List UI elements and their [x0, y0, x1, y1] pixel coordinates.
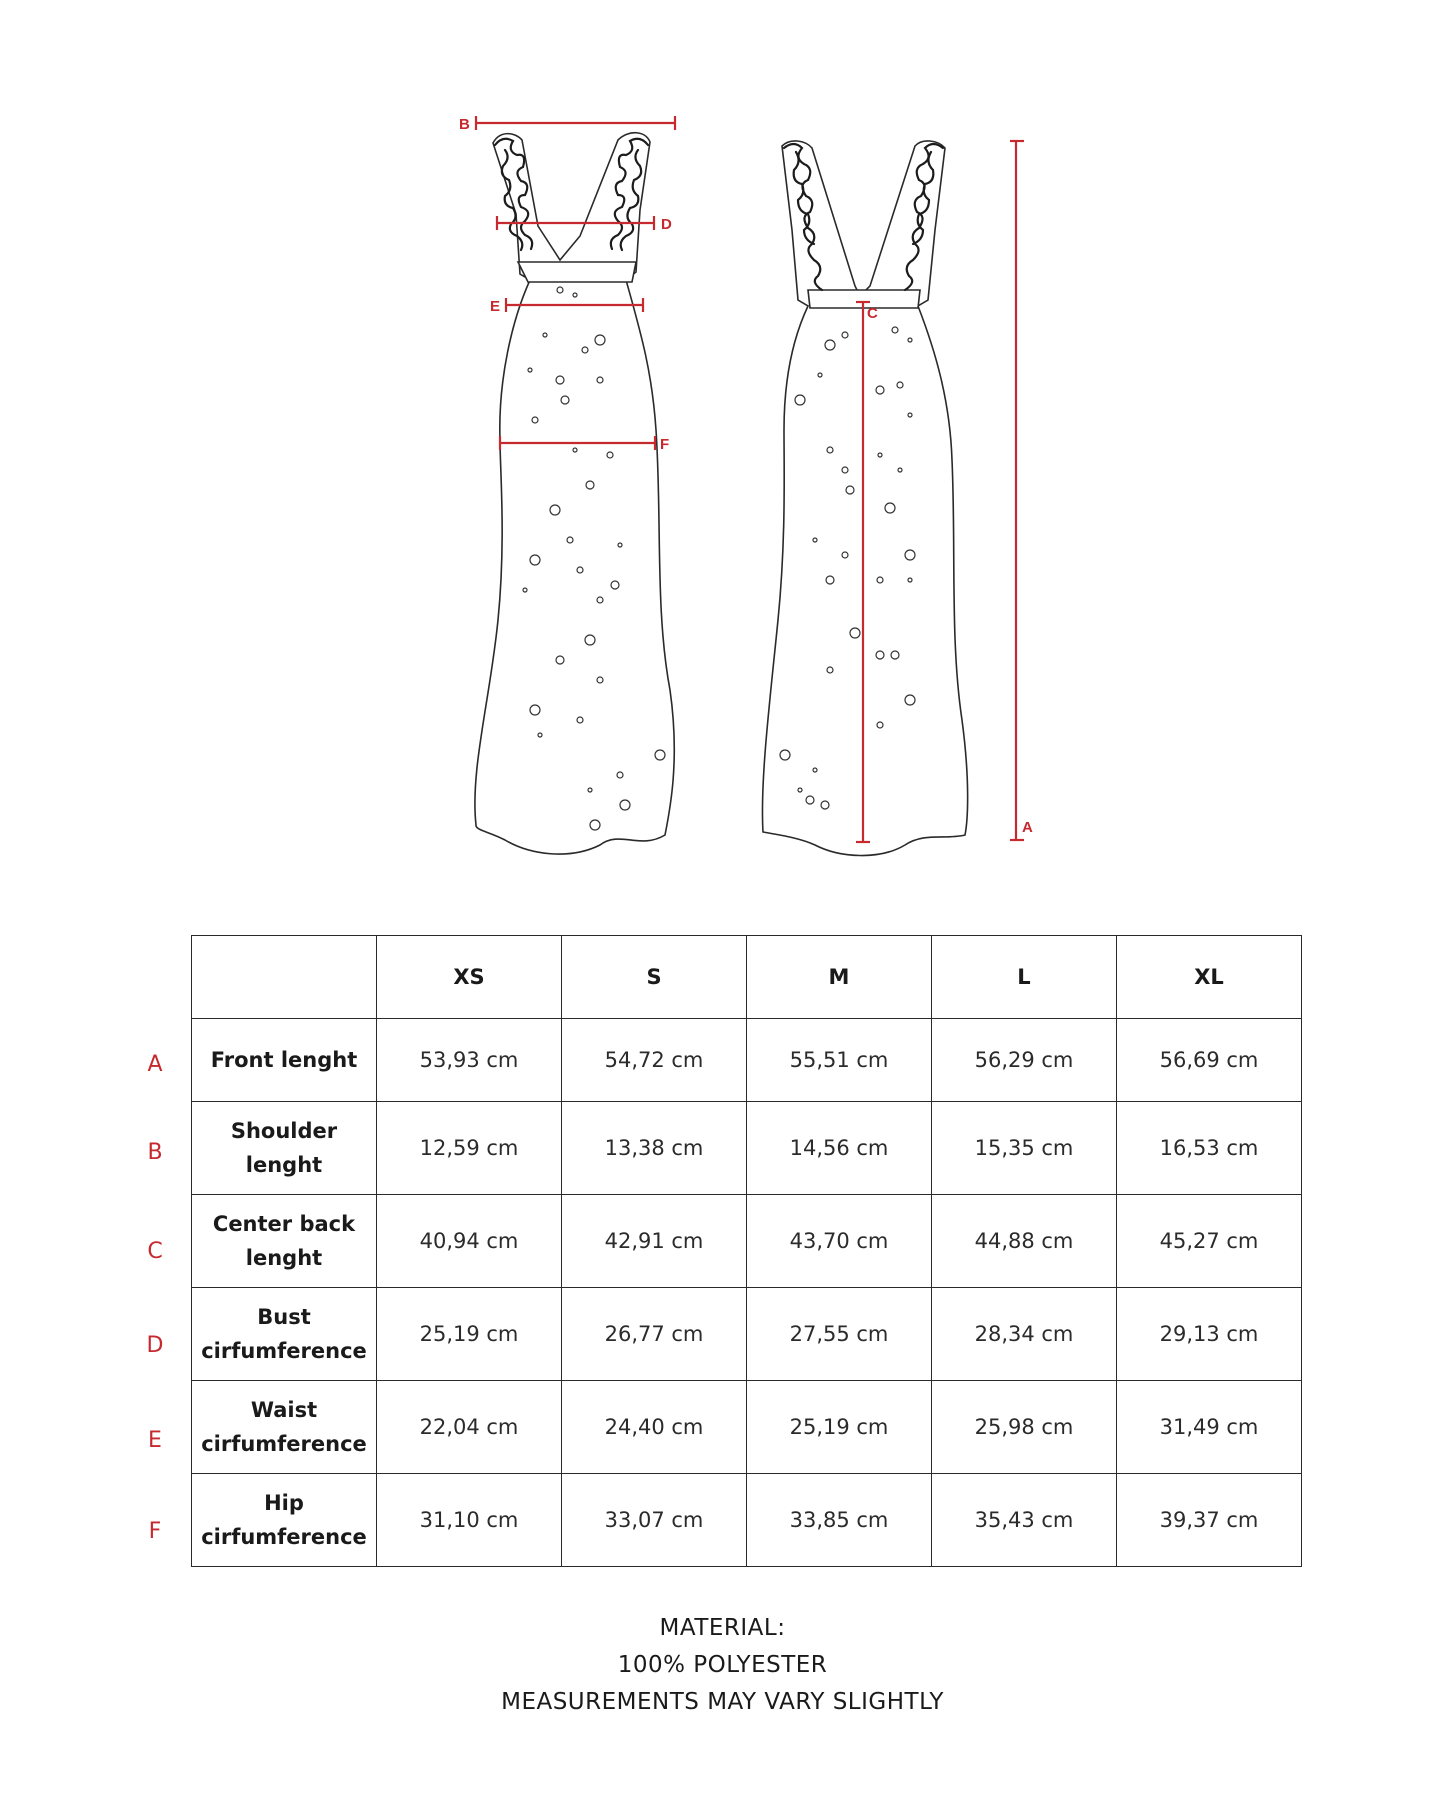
table-cell: 45,27 cm	[1117, 1195, 1302, 1288]
table-cell: 14,56 cm	[747, 1102, 932, 1195]
dress-front-view	[475, 133, 674, 854]
row-letter-d: D	[146, 1333, 164, 1358]
measurement-label-c: C	[867, 305, 878, 322]
table-cell: 42,91 cm	[562, 1195, 747, 1288]
table-cell: 25,98 cm	[932, 1381, 1117, 1474]
table-cell: 56,69 cm	[1117, 1019, 1302, 1102]
table-cell: 40,94 cm	[377, 1195, 562, 1288]
table-cell: 35,43 cm	[932, 1474, 1117, 1567]
material-heading: MATERIAL:	[659, 1615, 786, 1641]
measurement-label-d: D	[661, 216, 672, 233]
header-size-m: M	[747, 936, 932, 1019]
row-label: Shoulder lenght	[192, 1102, 377, 1195]
dress-front-outline	[475, 133, 674, 854]
row-letter-b: B	[147, 1140, 163, 1165]
measurement-label-e: E	[490, 298, 501, 315]
table-cell: 25,19 cm	[377, 1288, 562, 1381]
dress-front-bodice-band	[518, 262, 636, 282]
material-note	[0, 1610, 1445, 1721]
header-size-xs: XS	[377, 936, 562, 1019]
table-cell: 12,59 cm	[377, 1102, 562, 1195]
table-cell: 26,77 cm	[562, 1288, 747, 1381]
measurement-label-f: F	[660, 436, 670, 453]
header-size-s: S	[562, 936, 747, 1019]
row-label: Bust cirfumference	[192, 1288, 377, 1381]
header-size-l: L	[932, 936, 1117, 1019]
table-row-front-length	[192, 1019, 1302, 1102]
table-row-bust	[192, 1288, 1302, 1381]
table-cell: 53,93 cm	[377, 1019, 562, 1102]
row-label: Center back lenght	[192, 1195, 377, 1288]
size-chart-table	[191, 935, 1302, 1567]
measurement-disclaimer: MEASUREMENTS MAY VARY SLIGHTLY	[501, 1689, 944, 1715]
measurement-a	[1010, 141, 1033, 840]
table-cell: 28,34 cm	[932, 1288, 1117, 1381]
header-size-xl: XL	[1117, 936, 1302, 1019]
table-cell: 39,37 cm	[1117, 1474, 1302, 1567]
row-letter-a: A	[147, 1052, 163, 1077]
table-row-waist	[192, 1381, 1302, 1474]
table-row-shoulder-length	[192, 1102, 1302, 1195]
table-cell: 31,49 cm	[1117, 1381, 1302, 1474]
table-cell: 13,38 cm	[562, 1102, 747, 1195]
dress-measurement-diagram	[0, 0, 1445, 900]
row-letter-c: C	[147, 1239, 163, 1264]
row-label: Hip cirfumference	[192, 1474, 377, 1567]
table-row-hip	[192, 1474, 1302, 1567]
table-cell: 25,19 cm	[747, 1381, 932, 1474]
measurement-label-b: B	[459, 116, 470, 133]
table-cell: 31,10 cm	[377, 1474, 562, 1567]
size-header-row	[192, 936, 1302, 1019]
row-label: Front lenght	[192, 1019, 377, 1102]
table-cell: 24,40 cm	[562, 1381, 747, 1474]
row-letter-f: F	[148, 1519, 162, 1544]
measurement-label-a: A	[1022, 819, 1033, 836]
row-letter-e: E	[148, 1428, 162, 1453]
dress-back-view	[762, 141, 967, 856]
table-cell: 29,13 cm	[1117, 1288, 1302, 1381]
table-cell: 33,85 cm	[747, 1474, 932, 1567]
table-cell: 15,35 cm	[932, 1102, 1117, 1195]
table-cell: 22,04 cm	[377, 1381, 562, 1474]
table-cell: 55,51 cm	[747, 1019, 932, 1102]
table-cell: 33,07 cm	[562, 1474, 747, 1567]
table-cell: 56,29 cm	[932, 1019, 1117, 1102]
row-label: Waist cirfumference	[192, 1381, 377, 1474]
table-cell: 16,53 cm	[1117, 1102, 1302, 1195]
header-empty-cell	[192, 936, 377, 1019]
table-row-center-back-length	[192, 1195, 1302, 1288]
material-composition: 100% POLYESTER	[617, 1652, 828, 1678]
measurement-b	[459, 116, 675, 133]
table-cell: 43,70 cm	[747, 1195, 932, 1288]
table-cell: 27,55 cm	[747, 1288, 932, 1381]
table-cell: 44,88 cm	[932, 1195, 1117, 1288]
dress-back-outline	[762, 141, 967, 856]
table-cell: 54,72 cm	[562, 1019, 747, 1102]
